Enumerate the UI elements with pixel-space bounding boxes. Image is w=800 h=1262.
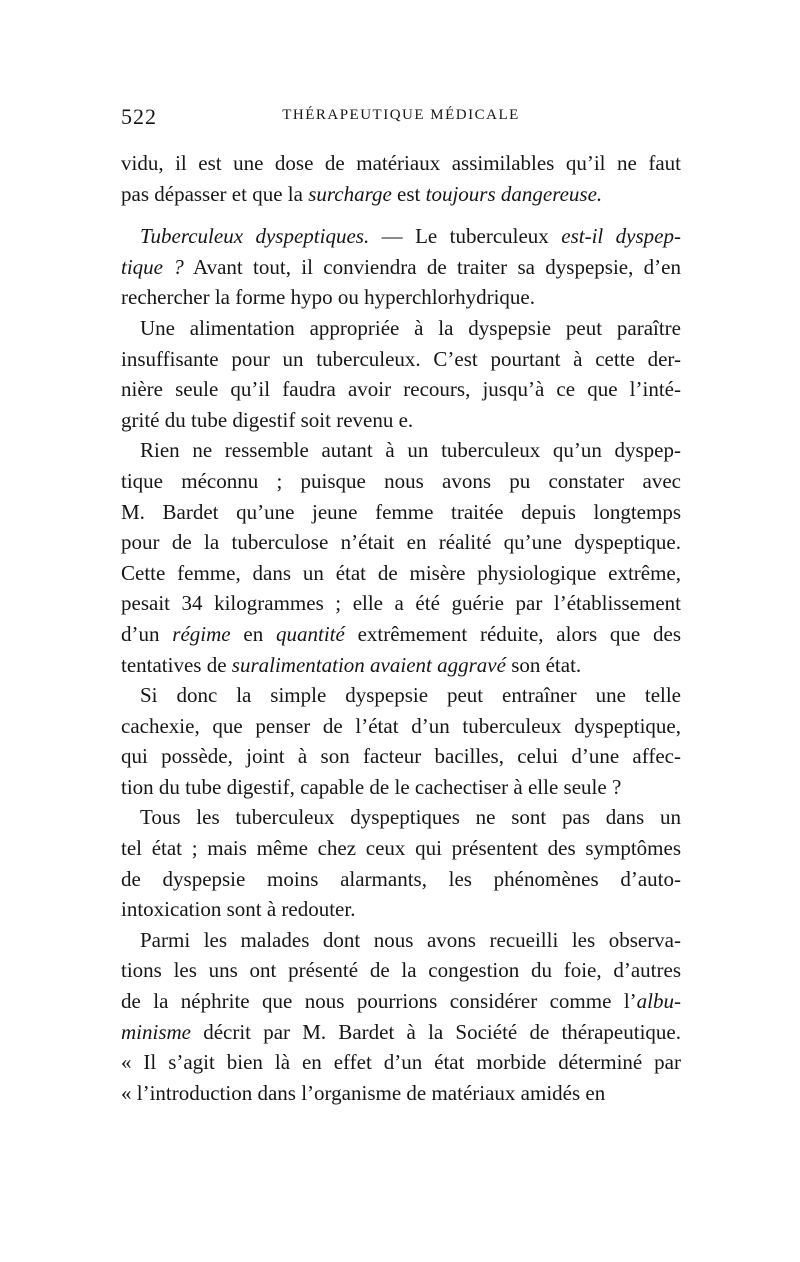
text-run: Parmi les malades dont nous avons recueilli les observa- — [140, 927, 681, 952]
text-line — [121, 1017, 681, 1048]
text-run: — Le tuberculeux — [369, 224, 562, 249]
text-line — [121, 405, 681, 436]
text-line — [121, 588, 681, 619]
text-run: en — [230, 621, 276, 646]
text-line — [121, 344, 681, 375]
paragraph — [121, 313, 681, 435]
text-line — [121, 179, 681, 210]
text-line — [121, 148, 681, 179]
text-run: de la néphrite que nous pourrions considérer comme l’ — [121, 989, 637, 1014]
italic-text: suralimentation avaient aggravé — [231, 652, 506, 677]
text-line — [121, 650, 681, 681]
text-line — [121, 1078, 681, 1109]
text-run: décrit par M. Bardet à la Société de thérapeutique. — [191, 1019, 681, 1044]
text-line — [121, 1047, 681, 1078]
text-line — [121, 741, 681, 772]
italic-text: toujours dangereuse. — [425, 181, 603, 206]
text-line — [121, 252, 681, 283]
text-run: M. Bardet qu’une jeune femme traitée depuis longtemps — [121, 499, 681, 524]
text-line — [121, 435, 681, 466]
text-run: vidu, il est une dose de matériaux assimilables qu’il ne faut — [121, 151, 681, 175]
text-line — [121, 711, 681, 742]
text-run: extrêmement réduite, alors que des — [344, 621, 681, 646]
text-run: Cette femme, dans un état de misère physiologique extrême, — [121, 560, 681, 585]
text-run: est — [391, 181, 426, 206]
page-header — [121, 104, 681, 134]
text-run: Si donc la simple dyspepsie peut entraîner une telle — [140, 683, 681, 708]
text-run: Une alimentation appropriée à la dyspepsie peut paraître — [140, 315, 681, 340]
italic-text: albu- — [636, 989, 681, 1014]
text-run: Avant tout, il conviendra de traiter sa dyspepsie, d’en — [183, 254, 681, 279]
text-run: nière seule qu’il faudra avoir recours, jusqu’à ce que l’inté- — [121, 377, 681, 402]
text-line — [121, 558, 681, 589]
text-line — [121, 925, 681, 956]
text-run: qui possède, joint à son facteur bacilles, celui d’une affec- — [121, 744, 681, 769]
text-run: rechercher la forme hypo ou hyperchlorhydrique. — [121, 285, 535, 310]
text-run: de dyspepsie moins alarmants, les phénomènes d’auto- — [121, 866, 681, 891]
text-line — [121, 802, 681, 833]
paragraph — [121, 221, 681, 313]
text-run: pas dépasser et que la — [121, 181, 309, 206]
text-line — [121, 313, 681, 344]
text-run: insuffisante pour un tuberculeux. C’est pourtant à cette der- — [121, 346, 681, 371]
text-run: tel état ; mais même chez ceux qui présentent des symptômes — [121, 836, 681, 861]
text-run: Tous les tuberculeux dyspeptiques ne sont pas dans un — [140, 805, 681, 830]
text-run: cachexie, que penser de l’état d’un tuberculeux dyspeptique, — [121, 713, 681, 738]
text-line — [121, 864, 681, 895]
text-line — [121, 772, 681, 803]
running-head: THÉRAPEUTIQUE MÉDICALE — [282, 107, 520, 123]
paragraph — [121, 148, 681, 209]
italic-text: quantité — [275, 621, 345, 646]
italic-text: est-il dyspep- — [561, 224, 681, 249]
text-line — [121, 466, 681, 497]
text-line — [121, 619, 681, 650]
paragraph — [121, 680, 681, 802]
paragraph — [121, 802, 681, 924]
text-run: pesait 34 kilogrammes ; elle a été guérie par l’établissement — [121, 591, 681, 616]
text-line — [121, 833, 681, 864]
text-run: tique méconnu ; puisque nous avons pu constater avec — [121, 468, 681, 493]
text-run: Rien ne ressemble autant à un tuberculeux qu’un dyspep- — [140, 438, 681, 463]
text-run: « Il s’agit bien là en effet d’un état morbide déterminé par — [121, 1050, 681, 1075]
text-line — [121, 955, 681, 986]
text-run: intoxication sont à redouter. — [121, 897, 356, 922]
paragraph — [121, 435, 681, 680]
text-line — [121, 680, 681, 711]
text-line — [121, 282, 681, 313]
text-line — [121, 527, 681, 558]
italic-text: minisme — [121, 1019, 191, 1044]
text-run: « l’introduction dans l’organisme de matériaux amidés en — [121, 1080, 606, 1105]
text-line — [121, 894, 681, 925]
text-run: tion du tube digestif, capable de le cachectiser à elle seule ? — [121, 774, 622, 799]
text-run: son état. — [505, 652, 582, 677]
italic-text: Tuberculeux dyspeptiques. — [140, 224, 370, 249]
text-run: d’un — [121, 621, 173, 646]
italic-text: surcharge — [308, 181, 392, 206]
text-line — [121, 497, 681, 528]
text-line — [121, 986, 681, 1017]
section-gap — [121, 209, 681, 221]
italic-text: tique ? — [121, 254, 184, 279]
text-run: grité du tube digestif soit revenu e. — [121, 407, 414, 432]
text-run: pour de la tuberculose n’était en réalité qu’une dyspeptique. — [121, 530, 681, 555]
text-run: tions les uns ont présenté de la congestion du foie, d’autres — [121, 958, 681, 983]
page-body — [121, 148, 681, 1108]
page-number: 522 — [121, 104, 157, 129]
paragraph — [121, 925, 681, 1109]
text-line — [121, 374, 681, 405]
text-line — [121, 221, 681, 252]
italic-text: régime — [172, 621, 231, 646]
text-run: tentatives de — [121, 652, 232, 677]
